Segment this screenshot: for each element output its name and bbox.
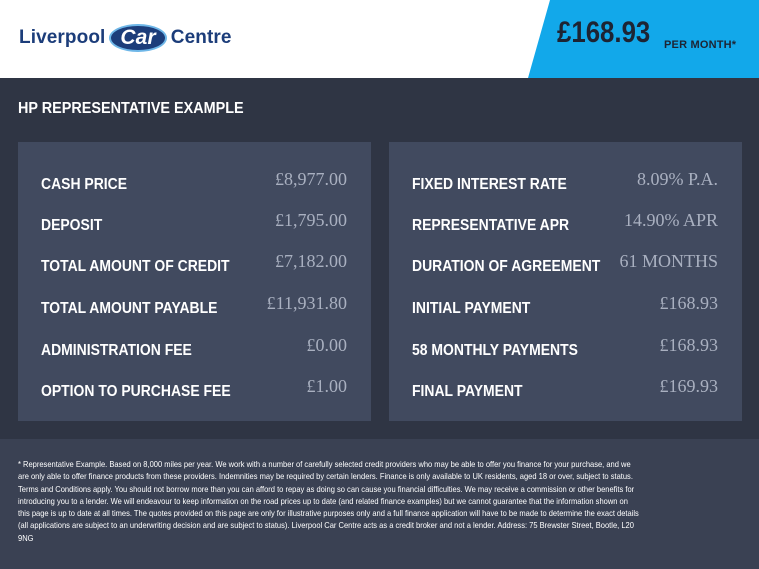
row-value: 8.09% P.A.	[636, 169, 718, 189]
row-label: FIXED INTEREST RATE	[412, 176, 567, 193]
row-value: 14.90% APR	[623, 210, 718, 230]
finance-row	[41, 211, 347, 235]
row-value: £168.93	[659, 293, 718, 313]
section-title: HP REPRESENTATIVE EXAMPLE	[18, 100, 244, 117]
disclaimer-text: * Representative Example. Based on 8,000 miles per year. We work with a number of carefully selected credit providers who may be able to offer you finance for your purchase, and we are only able to offer finance products from these providers. Indemnities may be required by certain lenders. Finance is only available to UK residents, aged 18 or over, subject to status. Terms and Conditions apply. You should not borrow more than you can afford to repay as doing so can cause you financial difficulties. We may receive a commission or other benefits for introducing you to a lender. We will endeavour to keep information on the road prices up to date (and related finance examples) but we cannot guarantee that the information shown on this page is up to date at all times. The quotes provided on this page are only for illustrative purposes only and a full finance application will have to be made to determine the exact details (all applications are subject to an underwriting decision and are subject to status). Liverpool Car Centre acts as a credit broker and not a lender. Address: 75 Brewster Street, Bootle, L20 9NG	[18, 459, 639, 543]
row-value: £11,931.80	[266, 293, 347, 313]
monthly-price: £168.93	[557, 16, 651, 49]
row-label: TOTAL AMOUNT PAYABLE	[41, 300, 218, 317]
finance-panel-left	[18, 142, 371, 421]
row-value: £169.93	[659, 376, 718, 396]
row-value: £1,795.00	[275, 210, 347, 230]
row-label: 58 MONTHLY PAYMENTS	[412, 342, 578, 359]
finance-row	[41, 336, 347, 360]
row-label: DEPOSIT	[41, 217, 103, 234]
row-label: ADMINISTRATION FEE	[41, 342, 192, 359]
finance-row	[412, 336, 718, 360]
row-label: INITIAL PAYMENT	[412, 300, 531, 317]
row-label: FINAL PAYMENT	[412, 383, 523, 400]
finance-row	[412, 294, 718, 318]
logo-car-badge: Car	[109, 24, 166, 52]
row-value: £0.00	[306, 335, 347, 355]
finance-row	[41, 377, 347, 401]
finance-row	[412, 377, 718, 401]
row-value: £7,182.00	[275, 251, 347, 271]
row-label: CASH PRICE	[41, 176, 128, 193]
row-value: £8,977.00	[275, 169, 347, 189]
logo-text-centre: Centre	[170, 27, 232, 48]
finance-row	[41, 294, 347, 318]
logo[interactable]	[19, 21, 232, 55]
finance-row	[41, 170, 347, 194]
monthly-price-label: PER MONTH*	[664, 39, 737, 51]
finance-row	[41, 252, 347, 276]
finance-row	[412, 170, 718, 194]
disclaimer-section	[0, 439, 759, 569]
logo-text-liverpool: Liverpool	[19, 27, 106, 48]
finance-row	[412, 211, 718, 235]
row-value: £168.93	[659, 335, 718, 355]
row-label: DURATION OF AGREEMENT	[412, 258, 601, 275]
header	[0, 0, 759, 78]
row-value: 61 MONTHS	[619, 251, 718, 271]
row-label: TOTAL AMOUNT OF CREDIT	[41, 258, 230, 275]
row-label: REPRESENTATIVE APR	[412, 217, 570, 234]
finance-row	[412, 252, 718, 276]
finance-panel-right	[389, 142, 742, 421]
row-value: £1.00	[306, 376, 347, 396]
row-label: OPTION TO PURCHASE FEE	[41, 383, 231, 400]
